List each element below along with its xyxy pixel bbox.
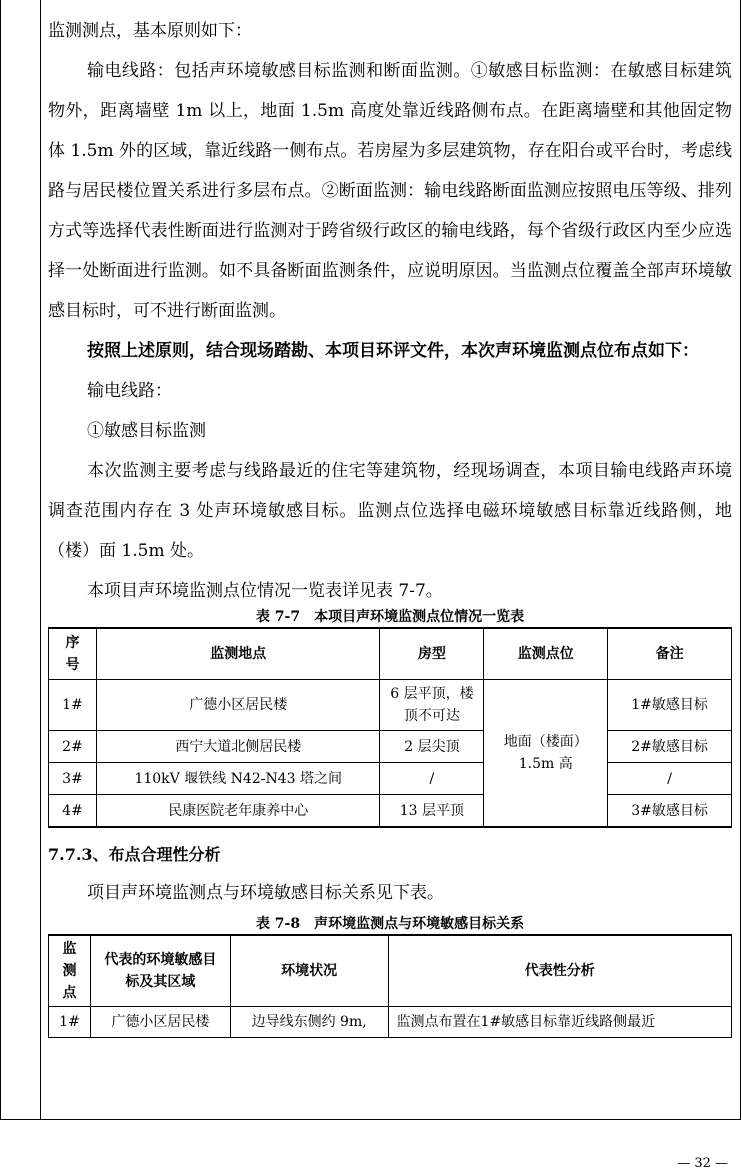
table-cell: 2# xyxy=(49,731,97,763)
bottom-border xyxy=(0,1119,741,1120)
table-header: 房型 xyxy=(380,628,484,680)
paragraph: 监测测点，基本原则如下： xyxy=(48,21,252,41)
table-header: 监测点 xyxy=(49,935,91,1007)
right-border xyxy=(740,0,741,1120)
table-cell: 3#敏感目标 xyxy=(608,795,732,828)
table-cell: 1# xyxy=(49,680,97,731)
paragraph: 项目声环境监测点与环境敏感目标关系见下表。 xyxy=(87,883,444,903)
monitoring-points-table xyxy=(48,627,732,828)
table-header: 监测点位 xyxy=(484,628,608,680)
paragraph: 本项目声环境监测点位情况一览表详见表 7-7。 xyxy=(87,581,443,601)
section-heading: 7.7.3、布点合理性分析 xyxy=(48,845,221,864)
table-cell: 广德小区居民楼 xyxy=(90,1007,230,1038)
table-header-row xyxy=(49,628,732,680)
table-cell: 6 层平顶，楼顶不可达 xyxy=(380,680,484,731)
table-row xyxy=(49,1007,732,1038)
left-border xyxy=(0,0,1,1120)
table-cell: 民康医院老年康养中心 xyxy=(96,795,380,828)
table-header: 序号 xyxy=(49,628,97,680)
table-header: 代表的环境敏感目标及其区域 xyxy=(90,935,230,1007)
paragraph: 按照上述原则，结合现场踏勘、本项目环评文件，本次声环境监测点位布点如下： xyxy=(87,341,699,361)
paragraph: ①敏感目标监测 xyxy=(87,421,206,441)
page-number: — 32 — xyxy=(677,1156,728,1171)
inner-border xyxy=(40,0,41,1120)
table-cell: 1# xyxy=(49,1007,91,1038)
table-cell: 广德小区居民楼 xyxy=(96,680,380,731)
table-header-row xyxy=(49,935,732,1007)
paragraph: 输电线路： xyxy=(87,381,172,401)
document-body xyxy=(48,0,732,1038)
table-cell: 监测点布置在1#敏感目标靠近线路侧最近 xyxy=(388,1007,731,1038)
table-cell: 4# xyxy=(49,795,97,828)
table-row xyxy=(49,795,732,828)
table-row xyxy=(49,680,732,731)
table-cell: 1#敏感目标 xyxy=(608,680,732,731)
table-cell: / xyxy=(380,763,484,795)
table-header: 代表性分析 xyxy=(388,935,731,1007)
paragraph: 输电线路：包括声环境敏感目标监测和断面监测。①敏感目标监测：在敏感目标建筑物外，距离墙壁 1m 以上，地面 1.5m 高度处靠近线路侧布点。在距离墙壁和其他固定物体 1.5m 外的区域，靠近线路一侧布点。若房屋为多层建筑物，存在阳台或平台时，考虑线路与居民楼位置关系进行多层布点。②断面监测：输电线路断面监测应按照电压等级、排列方式等选择代表性断面进行监测对于跨省级行政区的输电线路，每个省级行政区内至少应选择一处断面进行监测。如不具备断面监测条件，应说明原因。当监测点位覆盖全部声环境敏感目标时，可不进行断面监测。 xyxy=(48,61,732,321)
table-cell: 110kV 堰铁线 N42-N43 塔之间 xyxy=(96,763,380,795)
table-cell: 西宁大道北侧居民楼 xyxy=(96,731,380,763)
table-cell: / xyxy=(608,763,732,795)
table-caption: 表 7-8 声环境监测点与环境敏感目标关系 xyxy=(255,916,525,932)
table-cell: 3# xyxy=(49,763,97,795)
table-caption: 表 7-7 本项目声环境监测点位情况一览表 xyxy=(255,609,525,625)
paragraph: 本次监测主要考虑与线路最近的住宅等建筑物，经现场调查，本项目输电线路声环境调查范围内存在 3 处声环境敏感目标。监测点位选择电磁环境敏感目标靠近线路侧，地（楼）面 1.5m 处。 xyxy=(48,461,732,561)
table-header: 备注 xyxy=(608,628,732,680)
table-cell: 13 层平顶 xyxy=(380,795,484,828)
table-header: 监测地点 xyxy=(96,628,380,680)
relation-table xyxy=(48,934,732,1038)
table-row xyxy=(49,731,732,763)
table-cell: 2 层尖顶 xyxy=(380,731,484,763)
table-cell-merged: 地面（楼面）1.5m 高 xyxy=(484,680,608,828)
table-cell: 边导线东侧约 9m, xyxy=(230,1007,388,1038)
table-cell: 2#敏感目标 xyxy=(608,731,732,763)
table-row xyxy=(49,763,732,795)
table-header: 环境状况 xyxy=(230,935,388,1007)
